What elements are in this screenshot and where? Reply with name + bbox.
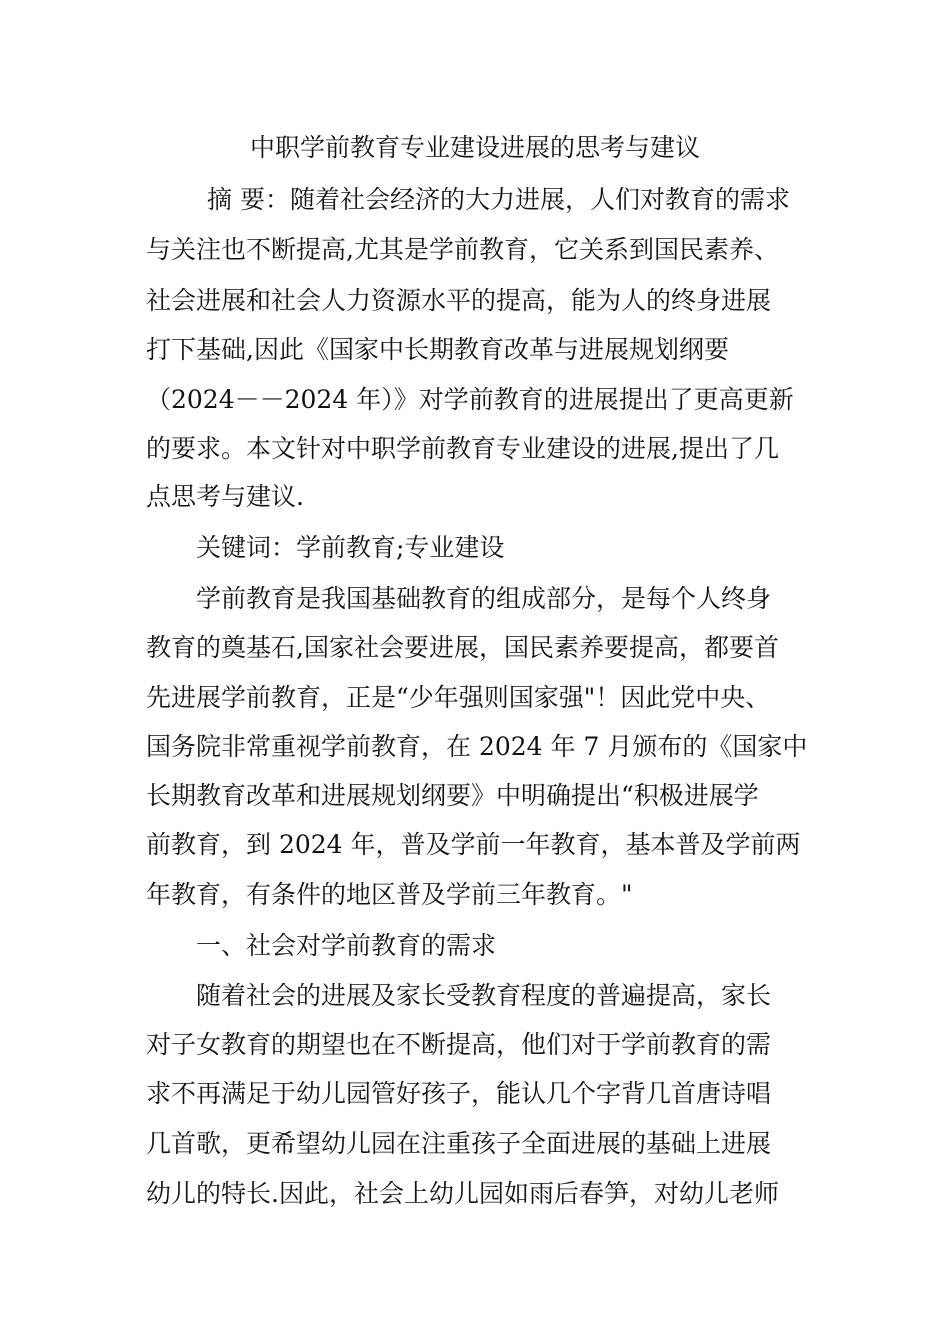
body-line: 教育的奠基石,国家社会要进展，国民素养要提高，都要首 [146, 633, 779, 662]
section-heading: 一、社会对学前教育的需求 [196, 931, 497, 960]
body-line: 对子女教育的期望也在不断提高，他们对于学前教育的需 [146, 1030, 772, 1059]
body-line: 国务院非常重视学前教育，在 2024 年 7 月颁布的《国家中 [146, 732, 808, 761]
document-title: 中职学前教育专业建设进展的思考与建议 [249, 133, 700, 162]
abstract-line: 摘 要：随着社会经济的大力进展，人们对教育的需求 [207, 185, 790, 214]
abstract-line: 点思考与建议. [146, 482, 304, 511]
body-line: 先进展学前教育，正是“少年强则国家强"！因此党中央、 [146, 683, 771, 712]
body-line: 学前教育是我国基础教育的组成部分，是每个人终身 [196, 584, 772, 613]
body-line: 前教育，到 2024 年，普及学前一年教育，基本普及学前两 [146, 830, 801, 859]
body-line: 求不再满足于幼儿园管好孩子，能认几个字背几首唐诗唱 [146, 1079, 772, 1108]
body-line: 长期教育改革和进展规划纲要》中明确提出“积极进展学 [146, 781, 759, 810]
abstract-line: 社会进展和社会人力资源水平的提高，能为人的终身进展 [146, 286, 772, 315]
abstract-line: 的要求。本文针对中职学前教育专业建设的进展,提出了几 [146, 434, 779, 463]
body-line: 几首歌，更希望幼儿园在注重孩子全面进展的基础上进展 [146, 1129, 772, 1158]
abstract-line: （2024－－2024 年）》对学前教育的进展提出了更高更新 [146, 385, 794, 414]
abstract-line: 打下基础,因此《国家中长期教育改革与进展规划纲要 [146, 335, 729, 364]
body-line: 随着社会的进展及家长受教育程度的普遍提高，家长 [196, 981, 772, 1010]
keywords-line: 关键词：学前教育;专业建设 [196, 533, 505, 562]
body-line: 年教育，有条件的地区普及学前三年教育。" [146, 880, 633, 909]
body-line: 幼儿的特长.因此，社会上幼儿园如雨后春笋，对幼儿老师 [146, 1179, 779, 1208]
abstract-line: 与关注也不断提高,尤其是学前教育，它关系到国民素养、 [146, 235, 779, 264]
